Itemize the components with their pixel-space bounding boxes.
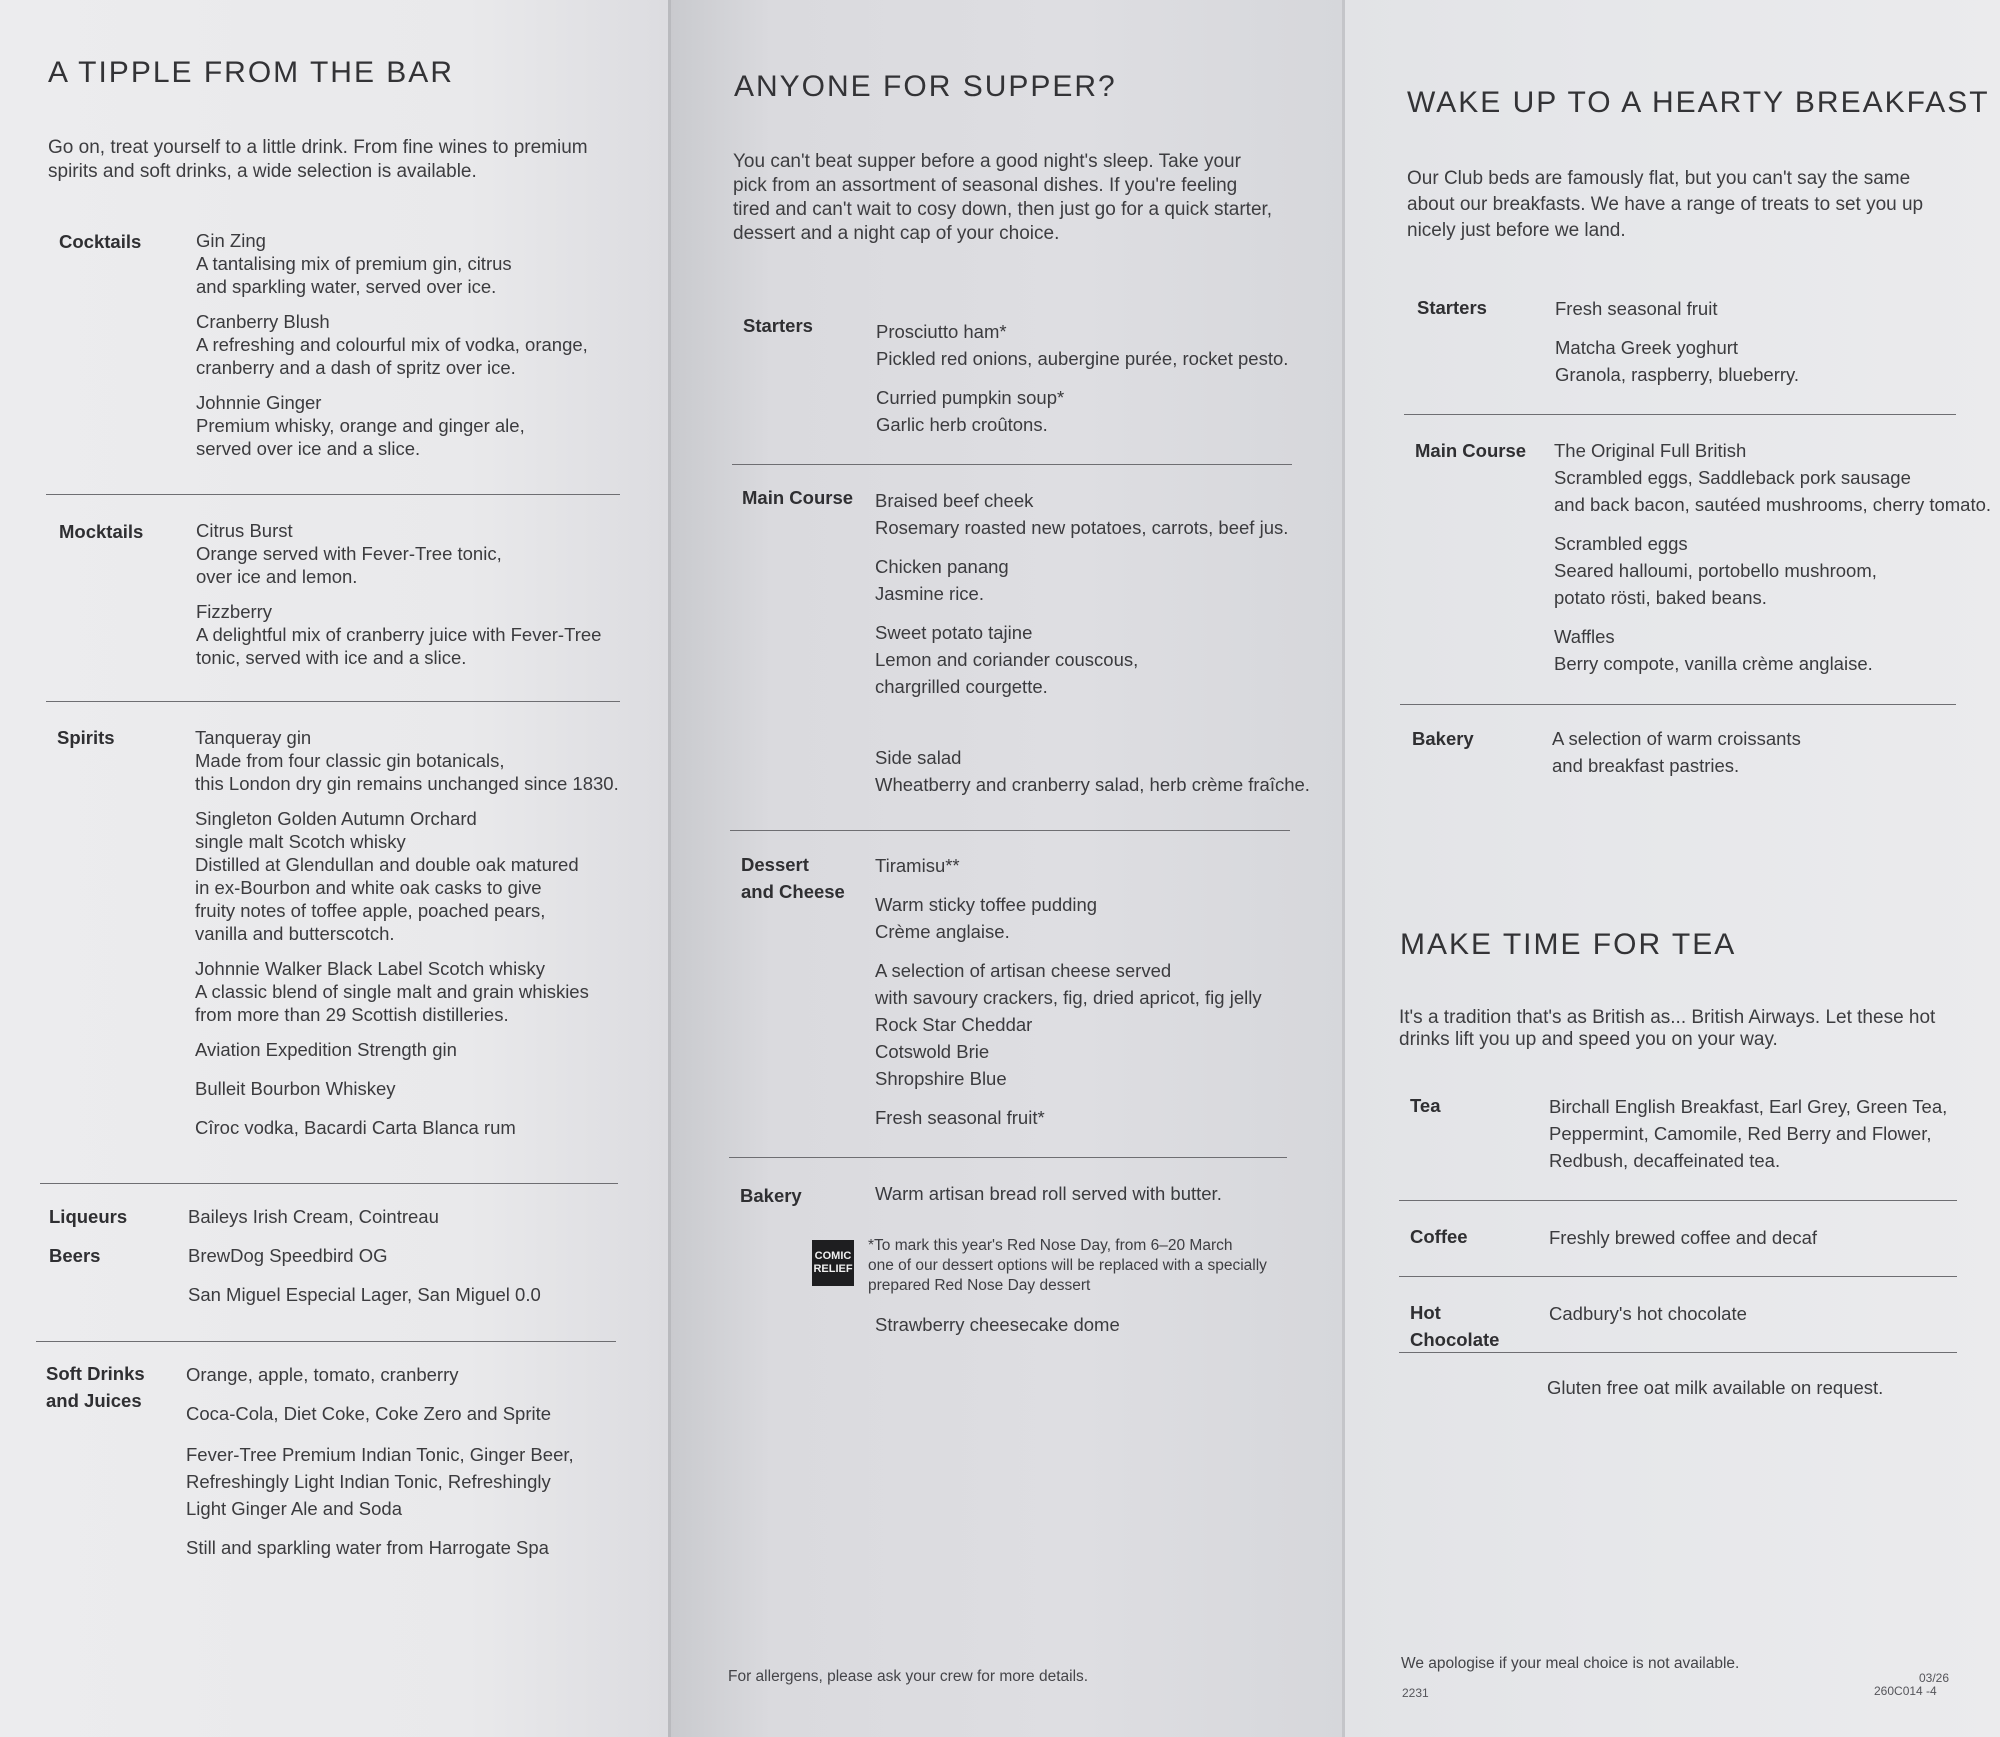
menu-item: Matcha Greek yoghurt Granola, raspberry, blueberry. — [1555, 337, 1800, 385]
category-coffee: Coffee — [1410, 1226, 1468, 1247]
divider — [40, 1183, 618, 1184]
menu-item: Baileys Irish Cream, Cointreau — [188, 1206, 439, 1227]
supper-title: ANYONE FOR SUPPER? — [734, 70, 1117, 103]
supper-intro: You can't beat supper before a good night's sleep. Take your pick from an assortment of seasonal dishes. If you're feeling tired and can't wait to cosy down, then just go for a quick starter, dessert and a night cap of your choice. — [733, 151, 1273, 244]
menu-item: Freshly brewed coffee and decaf — [1549, 1227, 1818, 1248]
comic-relief-logo: COMIC RELIEF — [812, 1240, 854, 1286]
menu-item: Johnnie Walker Black Label Scotch whisky A classic blend of single malt and grain whiskies from more than 29 Scottish distilleries. — [195, 958, 589, 1025]
divider — [729, 1157, 1287, 1158]
liqueurs-list — [188, 1205, 439, 1240]
supper-panel — [670, 0, 1344, 1737]
menu-item: Fresh seasonal fruit — [1555, 298, 1718, 319]
bar-panel — [0, 0, 670, 1737]
coffee-list — [1549, 1224, 1817, 1263]
menu-item: A selection of warm croissants and breakfast pastries. — [1552, 728, 1801, 776]
divider — [730, 830, 1290, 831]
menu-item: Prosciutto ham* Pickled red onions, aubergine purée, rocket pesto. — [876, 321, 1289, 369]
menu-item: Birchall English Breakfast, Earl Grey, Green Tea, Peppermint, Camomile, Red Berry and Flower, Redbush, decaffeinated tea. — [1549, 1096, 1948, 1171]
menu-item: Citrus Burst Orange served with Fever-Tree tonic, over ice and lemon. — [196, 520, 502, 587]
menu-item: Singleton Golden Autumn Orchard single malt Scotch whisky Distilled at Glendullan and double oak matured in ex-Bourbon and white oak casks to give fruity notes of toffee apple, poached pears, vanilla and butterscotch. — [195, 808, 579, 944]
divider — [46, 494, 620, 495]
supper-bakery-list — [875, 1180, 1222, 1219]
category-liqueurs: Liqueurs — [49, 1206, 128, 1227]
breakfast-intro: Our Club beds are famously flat, but you can't say the same about our breakfasts. We have a range of treats to set you up nicely just before we land. — [1407, 168, 1924, 241]
supper-dessert-list — [875, 852, 1262, 1143]
breakfast-title: WAKE UP TO A HEARTY BREAKFAST — [1407, 86, 1990, 119]
category-tea: Tea — [1410, 1095, 1441, 1116]
category-main-course: Main Course — [1415, 440, 1527, 461]
menu-item: Strawberry cheesecake dome — [875, 1314, 1120, 1335]
soft-drinks-list — [186, 1363, 574, 1571]
menu-item: Warm artisan bread roll served with butter. — [875, 1183, 1222, 1204]
divider — [1399, 1352, 1957, 1353]
menu-item: Cîroc vodka, Bacardi Carta Blanca rum — [195, 1117, 516, 1138]
apology-footer: We apologise if your meal choice is not available. — [1401, 1655, 1740, 1672]
tea-intro: It's a tradition that's as British as... British Airways. Let these hot drinks lift you up and speed you on your way. — [1399, 1007, 1936, 1050]
menu-item: Waffles Berry compote, vanilla crème anglaise. — [1554, 626, 1873, 674]
hot-chocolate-list — [1549, 1300, 1747, 1339]
version-code: 03/26 — [1919, 1671, 1950, 1685]
category-starters: Starters — [1417, 297, 1487, 318]
menu-item: Side salad Wheatberry and cranberry salad, herb crème fraîche. — [875, 747, 1310, 795]
menu-item: Johnnie Ginger Premium whisky, orange and ginger ale, served over ice and a slice. — [196, 392, 525, 459]
divider — [1400, 704, 1956, 705]
breakfast-panel — [1344, 0, 2000, 1737]
category-mocktails: Mocktails — [59, 521, 144, 542]
breakfast-main-list — [1554, 437, 1991, 689]
category-beers: Beers — [49, 1245, 101, 1266]
allergen-footer: For allergens, please ask your crew for more details. — [728, 1668, 1089, 1685]
category-bakery: Bakery — [1412, 728, 1474, 749]
menu-item: Tiramisu** — [875, 855, 960, 876]
menu-code: 260C014 -4 — [1874, 1684, 1937, 1698]
menu-item: Scrambled eggs Seared halloumi, portobello mushroom, potato rösti, baked beans. — [1554, 533, 1877, 608]
oat-milk-note: Gluten free oat milk available on request. — [1547, 1377, 1884, 1398]
menu-item: Curried pumpkin soup* Garlic herb croûtons. — [876, 387, 1065, 435]
menu-item: Chicken panang Jasmine rice. — [875, 556, 1009, 604]
breakfast-bakery-list — [1552, 725, 1801, 791]
category-bakery: Bakery — [740, 1185, 802, 1206]
menu-item: Fever-Tree Premium Indian Tonic, Ginger Beer, Refreshingly Light Indian Tonic, Refreshingly Light Ginger Ale and Soda — [186, 1444, 574, 1519]
menu-item: Gin Zing A tantalising mix of premium gin, citrus and sparkling water, served over ice. — [196, 230, 512, 297]
menu-item: A selection of artisan cheese served with savoury crackers, fig, dried apricot, fig jelly Rock Star Cheddar Cotswold Brie Shropshire Blue — [875, 960, 1262, 1089]
menu-item: Warm sticky toffee pudding Crème anglaise. — [875, 894, 1098, 942]
supper-main-list — [875, 487, 1310, 810]
menu-item: Bulleit Bourbon Whiskey — [195, 1078, 396, 1099]
bar-intro: Go on, treat yourself to a little drink. From fine wines to premium spirits and soft drinks, a wide selection is available. — [48, 137, 588, 182]
divider — [1404, 414, 1956, 415]
category-spirits: Spirits — [57, 727, 115, 748]
category-soft-drinks: Soft Drinks and Juices — [46, 1363, 145, 1411]
fold-line — [1342, 0, 1345, 1737]
category-main-course: Main Course — [742, 487, 854, 508]
divider — [1399, 1276, 1957, 1277]
tea-list — [1549, 1093, 1947, 1186]
menu-item: Cranberry Blush A refreshing and colourful mix of vodka, orange, cranberry and a dash of spritz over ice. — [196, 311, 588, 378]
cocktails-list — [196, 229, 588, 472]
divider — [732, 464, 1292, 465]
menu-item: Braised beef cheek Rosemary roasted new potatoes, carrots, beef jus. — [875, 490, 1289, 538]
bar-title: A TIPPLE FROM THE BAR — [48, 56, 454, 89]
divider — [36, 1341, 616, 1342]
red-nose-day-note: *To mark this year's Red Nose Day, from 6–20 March one of our dessert options will be replaced with a specially prepared Red Nose Day dessert — [868, 1237, 1267, 1294]
category-starters: Starters — [743, 315, 813, 336]
divider — [1399, 1200, 1957, 1201]
print-code: 2231 — [1402, 1686, 1429, 1700]
breakfast-starters-list — [1555, 295, 1799, 400]
menu-item: San Miguel Especial Lager, San Miguel 0.0 — [188, 1284, 541, 1305]
menu-item: Sweet potato tajine Lemon and coriander couscous, chargrilled courgette. — [875, 622, 1139, 697]
spirits-list — [195, 726, 619, 1151]
category-cocktails: Cocktails — [59, 231, 142, 252]
menu-item: The Original Full British Scrambled eggs, Saddleback pork sausage and back bacon, sautéed mushrooms, cherry tomato. — [1554, 440, 1992, 515]
menu-item: Still and sparkling water from Harrogate Spa — [186, 1537, 549, 1558]
menu-item: Cadbury's hot chocolate — [1549, 1303, 1747, 1324]
menu-item: Fizzberry A delightful mix of cranberry juice with Fever-Tree tonic, served with ice and a slice. — [196, 601, 602, 668]
beers-list — [188, 1244, 541, 1318]
supper-starters-list — [876, 318, 1288, 450]
category-dessert-cheese: Dessert and Cheese — [741, 854, 845, 902]
menu-item: Fresh seasonal fruit* — [875, 1107, 1045, 1128]
menu-item: Tanqueray gin Made from four classic gin botanicals, this London dry gin remains unchanged since 1830. — [195, 727, 619, 794]
menu-item: Coca-Cola, Diet Coke, Coke Zero and Sprite — [186, 1403, 552, 1424]
mocktails-list — [196, 519, 601, 681]
menu-item: Orange, apple, tomato, cranberry — [186, 1364, 459, 1385]
category-hot-chocolate: Hot Chocolate — [1410, 1302, 1500, 1350]
menu-item: Aviation Expedition Strength gin — [195, 1039, 457, 1060]
tea-title: MAKE TIME FOR TEA — [1400, 928, 1737, 961]
menu-item: BrewDog Speedbird OG — [188, 1245, 388, 1266]
fold-line — [668, 0, 671, 1737]
divider — [46, 701, 620, 702]
